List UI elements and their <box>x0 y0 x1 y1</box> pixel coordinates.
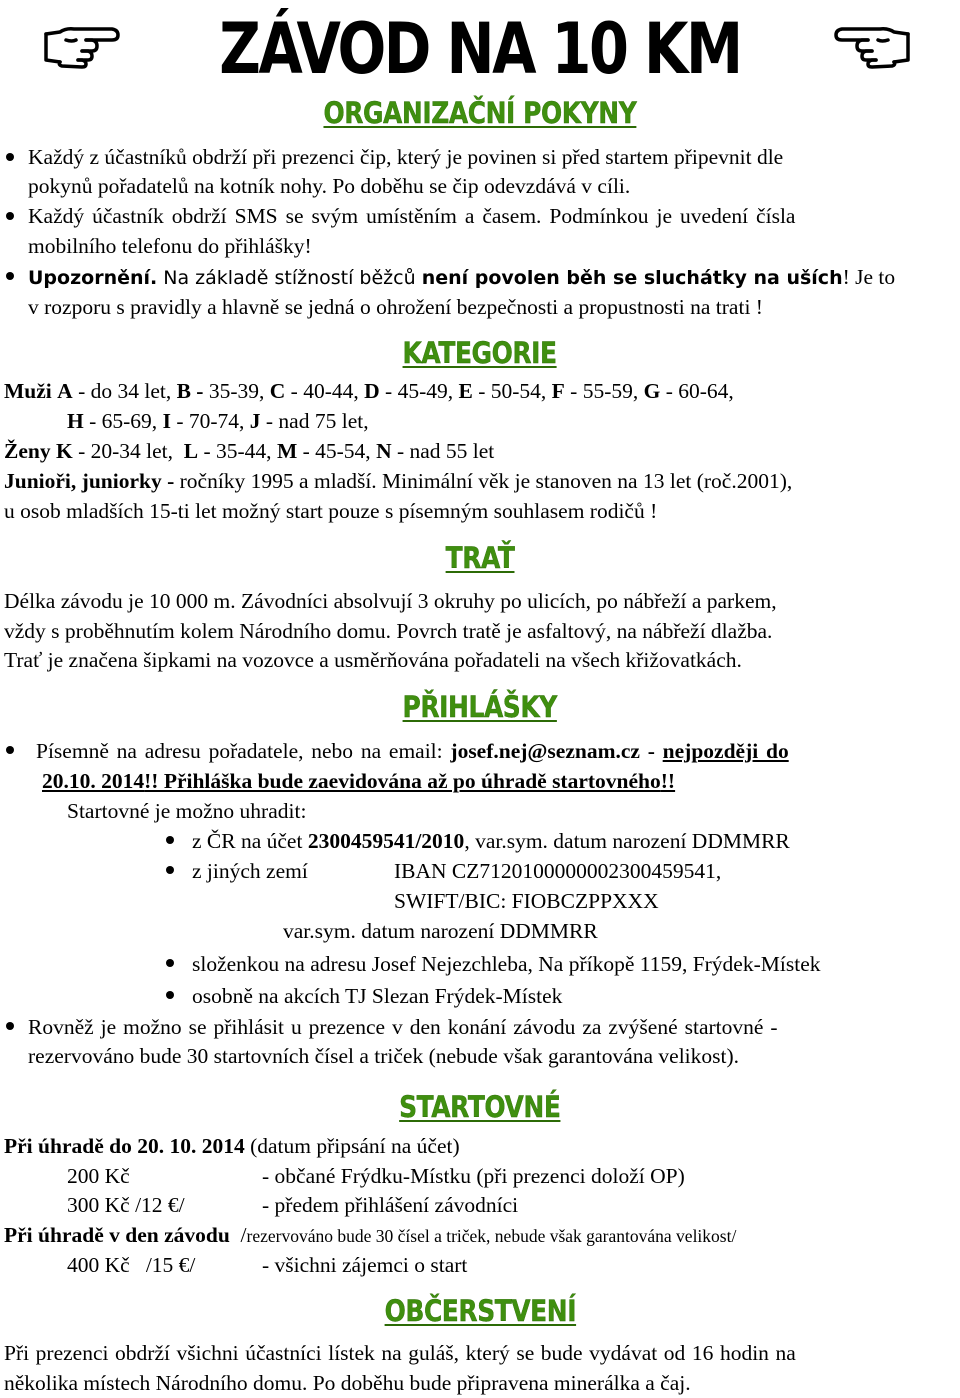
pay-other-varsym: var.sym. datum narození DDMMRR <box>283 919 598 943</box>
category-code: N <box>376 439 392 463</box>
category-code: H <box>67 409 84 433</box>
category-code: A <box>57 379 73 403</box>
category-range: - 55-59, <box>564 379 644 403</box>
bullet <box>166 959 174 967</box>
category-range: - 65-69, <box>83 409 163 433</box>
warning-headphones: není povolen běh se sluchátky na uších <box>421 267 843 289</box>
bullet <box>6 153 14 161</box>
pay-slozenka: složenkou na adresu Josef Nejezchleba, Na příkopě 1159, Frýdek-Místek <box>192 952 821 976</box>
kategorie-zeny-line: Ženy K - 20-34 let, L - 35-44, M - 45-54, N - nad 55 let <box>4 439 495 463</box>
section-heading-pokyny: ORGANIZAČNÍ POKYNY <box>323 96 637 130</box>
category-code: G <box>643 379 661 403</box>
section-heading-prihlasky: PŘIHLÁŠKY <box>402 690 558 724</box>
prihlasky-p2-line2: rezervováno bude 30 startovních čísel a triček (nebude však garantována velikost). <box>28 1044 740 1068</box>
pokyny-b2-line2: mobilního telefonu do přihlášky! <box>28 234 312 258</box>
bullet <box>166 866 174 874</box>
trat-line1: Délka závodu je 10 000 m. Závodníci absolvují 3 okruhy po ulicích, po nábřeží a parkem, <box>4 589 777 613</box>
startovne-price-200: 200 Kč <box>67 1164 130 1188</box>
category-code: M <box>276 439 298 463</box>
bullet <box>6 272 14 280</box>
pokyny-b3-line1: Upozornění. Na základě stížností běžců není povolen běh se sluchátky na uších! Je to <box>28 265 896 289</box>
obcerstveni-line1: Při prezenci obdrží všichni účastníci lístek na guláš, který se bude vydávat od 16 hodin na <box>4 1341 796 1365</box>
kategorie-junior-line2: u osob mladších 15-ti let možný start pouze s písemným souhlasem rodičů ! <box>4 499 658 523</box>
trat-line2: vždy s proběhnutím kolem Národního domu. Povrch tratě je asfaltový, na nábřeží dlažba. <box>4 619 773 643</box>
startovne-price-400: 400 Kč /15 €/ <box>67 1253 196 1277</box>
category-range: - nad 55 let <box>391 439 495 463</box>
startovne-row4: Při úhradě v den závodu /rezervováno bude 30 čísel a triček, nebude však garantována velikost/ <box>4 1223 737 1247</box>
category-code: B - <box>176 379 204 403</box>
startovne-desc-400: - všichni zájemci o start <box>262 1253 468 1277</box>
pokyny-b1-line1: Každý z účastníků obdrží při prezenci čip, který je povinen si před startem připevnit dle <box>28 145 784 169</box>
bullet <box>166 836 174 844</box>
section-heading-kategorie: KATEGORIE <box>402 336 558 370</box>
obcerstveni-line2: několika místech Národního domu. Po doběhu bude připravena minerálka a čaj. <box>4 1371 691 1395</box>
deadline-label: nejpozději do <box>662 739 789 763</box>
prihlasky-p1-line2: 20.10. 2014!! Přihláška bude zaevidována až po úhradě startovného!! <box>42 769 676 793</box>
startovne-row1: Při úhradě do 20. 10. 2014 (datum připsání na účet) <box>4 1134 460 1158</box>
category-range: - 70-74, <box>170 409 250 433</box>
email-link: josef.nej@seznam.cz <box>450 739 640 763</box>
category-code: I <box>162 409 171 433</box>
category-range: - 35-44, <box>198 439 277 463</box>
bullet <box>6 746 14 754</box>
trat-line3: Trať je značena šipkami na vozovce a usměrňována pořadateli na všech křižovatkách. <box>4 648 742 672</box>
category-code: C <box>269 379 286 403</box>
section-heading-obcerstveni: OBČERSTVENÍ <box>384 1294 576 1328</box>
prihlasky-p1-line1: Písemně na adresu pořadatele, nebo na email: josef.nej@seznam.cz - nejpozději do <box>36 739 789 763</box>
page-title: ZÁVOD NA 10 KM <box>219 8 741 90</box>
startovne-desc-300: - předem přihlášení závodníci <box>262 1193 519 1217</box>
bullet <box>6 212 14 220</box>
category-range: - 20-34 let, <box>72 439 184 463</box>
section-heading-startovne: STARTOVNÉ <box>399 1090 561 1124</box>
prihlasky-p2-line1: Rovněž je možno se přihlásit u prezence v den konání závodu za zvýšené startovné - <box>28 1015 778 1039</box>
bullet <box>166 991 174 999</box>
pay-other-countries-label: z jiných zemí <box>192 859 308 883</box>
warning-label: Upozornění. <box>28 267 158 289</box>
startovne-price-300: 300 Kč /12 €/ <box>67 1193 185 1217</box>
pokyny-b1-line2: pokynů pořadatelů na kotník nohy. Po doběhu se čip odevzdává v cíli. <box>28 174 631 198</box>
category-range: - 60-64, <box>660 379 734 403</box>
pay-swift: SWIFT/BIC: FIOBCZPPXXX <box>394 889 659 913</box>
bullet <box>6 1022 14 1030</box>
title-row <box>0 0 960 98</box>
category-code: E <box>458 379 473 403</box>
category-range: - nad 75 let, <box>260 409 369 433</box>
category-range: - 40-44, <box>285 379 365 403</box>
category-range: - 45-54, <box>297 439 377 463</box>
section-heading-trat: TRAŤ <box>445 541 515 575</box>
category-code: D <box>364 379 380 403</box>
kategorie-muzi-line1: Muži A - do 34 let, B - 35-39, C - 40-44, D - 45-49, E - 50-54, F - 55-59, G - 60-64, <box>4 379 734 403</box>
category-code: J <box>249 409 261 433</box>
kategorie-muzi-line2 <box>67 406 369 436</box>
category-code: F <box>551 379 565 403</box>
category-range: - 50-54, <box>472 379 552 403</box>
category-range: - 45-49, <box>379 379 459 403</box>
pay-intro: Startovné je možno uhradit: <box>67 799 307 823</box>
pay-osobne: osobně na akcích TJ Slezan Frýdek-Místek <box>192 984 563 1008</box>
category-code: L <box>183 439 199 463</box>
pay-czech-account: z ČR na účet 2300459541/2010, var.sym. datum narození DDMMRR <box>192 829 790 853</box>
pokyny-b3-line2: v rozporu s pravidly a hlavně se jedná o ohrožení bezpečnosti a propustnosti na trati ! <box>28 295 763 319</box>
category-range: 35-39, <box>203 379 270 403</box>
kategorie-junior-line1: Junioři, juniorky - ročníky 1995 a mladší. Minimální věk je stanoven na 13 let (roč.2001), <box>4 469 793 493</box>
category-code: K <box>55 439 73 463</box>
hand-pointing-left-icon <box>832 20 912 70</box>
pay-iban: IBAN CZ7120100000002300459541, <box>394 859 722 883</box>
startovne-desc-200: - občané Frýdku-Místku (při prezenci doloží OP) <box>262 1164 685 1188</box>
pokyny-b2-line1: Každý účastník obdrží SMS se svým umístěním a časem. Podmínkou je uvedení čísla <box>28 204 796 228</box>
category-range: - do 34 let, <box>72 379 177 403</box>
